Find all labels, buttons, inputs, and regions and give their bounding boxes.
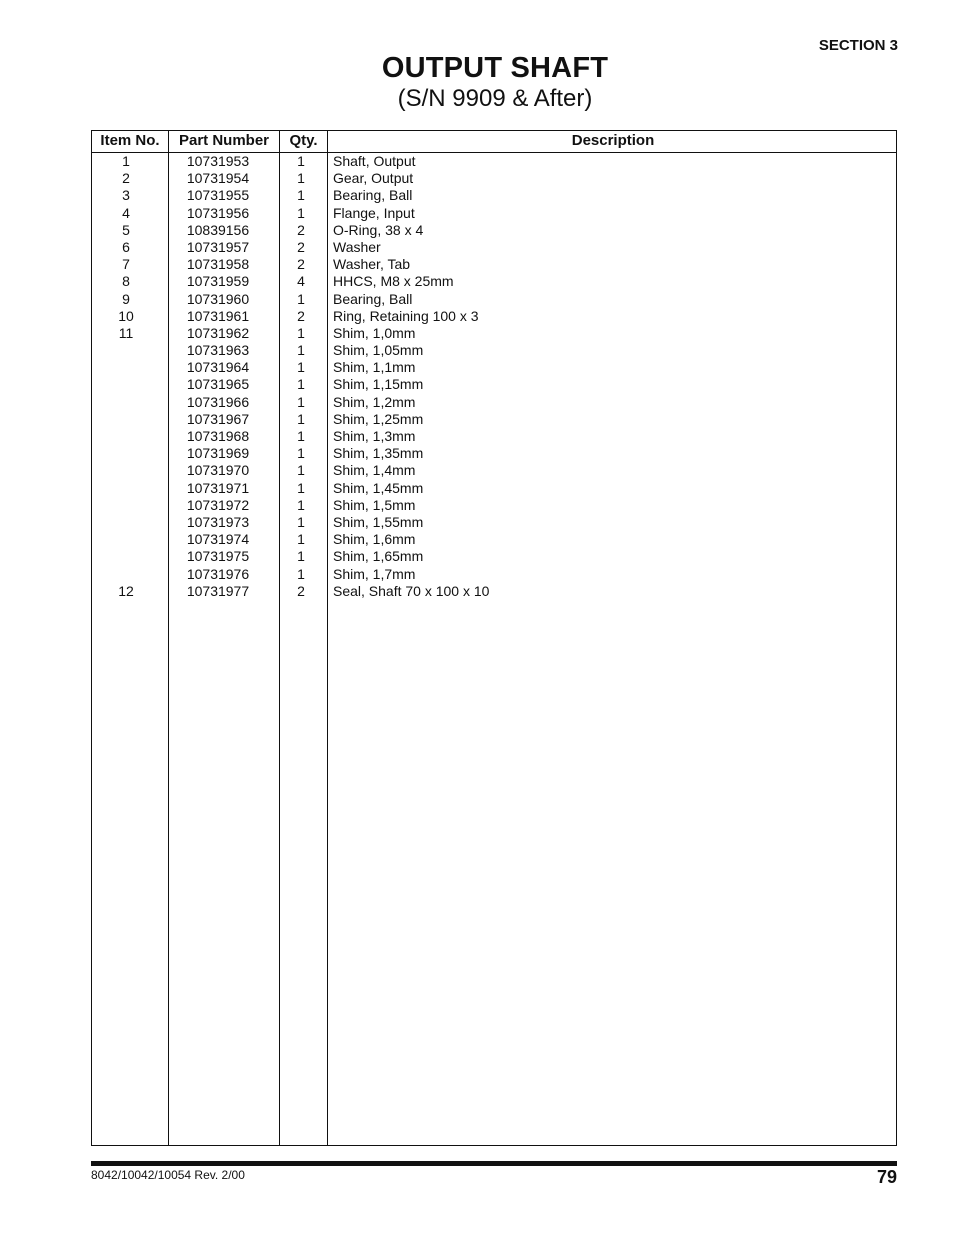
- description: Washer: [333, 238, 381, 255]
- table-row: [92, 291, 896, 308]
- description: Shim, 1,2mm: [333, 393, 416, 410]
- item-number: 8: [122, 273, 130, 290]
- quantity: 1: [297, 445, 305, 462]
- part-number: 10731977: [186, 582, 250, 599]
- part-number: 10731966: [186, 393, 250, 410]
- part-number: 10731972: [186, 496, 250, 513]
- header-description: Description: [571, 132, 655, 149]
- part-number: 10731965: [186, 376, 250, 393]
- part-number: 10731967: [186, 410, 250, 427]
- description: Shim, 1,7mm: [333, 565, 416, 582]
- item-number: 3: [122, 187, 130, 204]
- part-number: 10731958: [186, 256, 250, 273]
- quantity: 1: [297, 290, 305, 307]
- description: Shim, 1,15mm: [333, 376, 424, 393]
- document-number: 8042/10042/10054 Rev. 2/00: [91, 1168, 245, 1182]
- part-number: 10731964: [186, 359, 250, 376]
- page-subtitle: (S/N 9909 & After): [397, 85, 593, 112]
- quantity: 2: [297, 582, 305, 599]
- part-number: 10731971: [186, 479, 250, 496]
- quantity: 1: [297, 531, 305, 548]
- table-row: [92, 325, 896, 342]
- page-number: 79: [876, 1167, 897, 1187]
- quantity: 1: [297, 496, 305, 513]
- quantity: 1: [297, 376, 305, 393]
- table-row: [92, 411, 896, 428]
- quantity: 1: [297, 187, 305, 204]
- item-number: 1: [122, 153, 130, 169]
- part-number: 10731960: [186, 290, 250, 307]
- description: HHCS, M8 x 25mm: [333, 273, 454, 290]
- item-number: 5: [122, 221, 130, 238]
- quantity: 1: [297, 204, 305, 221]
- part-number: 10731961: [186, 307, 250, 324]
- section-label: SECTION 3: [818, 37, 898, 54]
- part-number: 10731954: [186, 170, 250, 187]
- part-number: 10731970: [186, 462, 250, 479]
- table-row: [92, 566, 896, 583]
- item-number: 4: [122, 204, 130, 221]
- description: Seal, Shaft 70 x 100 x 10: [333, 582, 490, 599]
- part-number: 10731969: [186, 445, 250, 462]
- part-number: 10731974: [186, 531, 250, 548]
- quantity: 4: [297, 273, 305, 290]
- table-row: [92, 222, 896, 239]
- table-row: [92, 531, 896, 548]
- quantity: 1: [297, 153, 305, 169]
- description: Washer, Tab: [333, 256, 411, 273]
- table-row: [92, 514, 896, 531]
- quantity: 2: [297, 256, 305, 273]
- description: Shim, 1,05mm: [333, 342, 424, 359]
- quantity: 1: [297, 410, 305, 427]
- description: O-Ring, 38 x 4: [333, 221, 424, 238]
- description: Shim, 1,4mm: [333, 462, 416, 479]
- quantity: 1: [297, 548, 305, 565]
- description: Shim, 1,0mm: [333, 324, 416, 341]
- table-row: [92, 497, 896, 514]
- table-body: [92, 153, 896, 600]
- part-number: 10731976: [186, 565, 250, 582]
- table-row: [92, 394, 896, 411]
- part-number: 10731959: [186, 273, 250, 290]
- quantity: 2: [297, 221, 305, 238]
- quantity: 1: [297, 170, 305, 187]
- table-row: [92, 480, 896, 497]
- table-row: [92, 342, 896, 359]
- table-row: [92, 187, 896, 204]
- table-row: [92, 445, 896, 462]
- table-row: [92, 170, 896, 187]
- quantity: 2: [297, 307, 305, 324]
- description: Ring, Retaining 100 x 3: [333, 307, 479, 324]
- description: Flange, Input: [333, 204, 415, 221]
- part-number: 10839156: [186, 221, 250, 238]
- description: Shim, 1,5mm: [333, 496, 416, 513]
- table-row: [92, 428, 896, 445]
- description: Shim, 1,45mm: [333, 479, 424, 496]
- table-header: [92, 131, 896, 153]
- item-number: 7: [122, 256, 130, 273]
- description: Shim, 1,1mm: [333, 359, 416, 376]
- parts-table: [91, 130, 897, 1146]
- description: Shim, 1,65mm: [333, 548, 424, 565]
- part-number: 10731973: [186, 513, 250, 530]
- quantity: 1: [297, 462, 305, 479]
- footer-rule: [91, 1161, 897, 1166]
- header-qty: Qty.: [289, 132, 318, 149]
- description: Bearing, Ball: [333, 290, 413, 307]
- item-number: 11: [118, 324, 134, 341]
- table-row: [92, 239, 896, 256]
- quantity: 2: [297, 238, 305, 255]
- part-number: 10731962: [186, 324, 250, 341]
- table-row: [92, 256, 896, 273]
- part-number: 10731963: [186, 342, 250, 359]
- quantity: 1: [297, 324, 305, 341]
- description: Gear, Output: [333, 170, 414, 187]
- page-title: OUTPUT SHAFT: [381, 52, 609, 84]
- quantity: 1: [297, 565, 305, 582]
- description: Shim, 1,3mm: [333, 428, 416, 444]
- item-number: 10: [118, 307, 134, 324]
- table-row: [92, 376, 896, 393]
- description: Shim, 1,25mm: [333, 410, 424, 427]
- table-row: [92, 359, 896, 376]
- header-item-no: Item No.: [100, 132, 160, 149]
- description: Shaft, Output: [333, 153, 416, 169]
- table-row: [92, 308, 896, 325]
- table-row: [92, 583, 896, 600]
- table-row: [92, 153, 896, 170]
- part-number: 10731956: [186, 204, 250, 221]
- part-number: 10731968: [186, 428, 250, 444]
- table-row: [92, 548, 896, 565]
- quantity: 1: [297, 342, 305, 359]
- part-number: 10731955: [186, 187, 250, 204]
- table-row: [92, 205, 896, 222]
- quantity: 1: [297, 479, 305, 496]
- quantity: 1: [297, 393, 305, 410]
- part-number: 10731957: [186, 238, 250, 255]
- item-number: 12: [118, 582, 134, 599]
- part-number: 10731953: [186, 153, 250, 169]
- item-number: 9: [122, 290, 130, 307]
- table-row: [92, 273, 896, 290]
- item-number: 2: [122, 170, 130, 187]
- part-number: 10731975: [186, 548, 250, 565]
- quantity: 1: [297, 513, 305, 530]
- description: Bearing, Ball: [333, 187, 413, 204]
- quantity: 1: [297, 428, 305, 444]
- description: Shim, 1,35mm: [333, 445, 424, 462]
- description: Shim, 1,6mm: [333, 531, 416, 548]
- table-row: [92, 462, 896, 479]
- item-number: 6: [122, 238, 130, 255]
- quantity: 1: [297, 359, 305, 376]
- description: Shim, 1,55mm: [333, 513, 424, 530]
- header-part-number: Part Number: [178, 132, 270, 149]
